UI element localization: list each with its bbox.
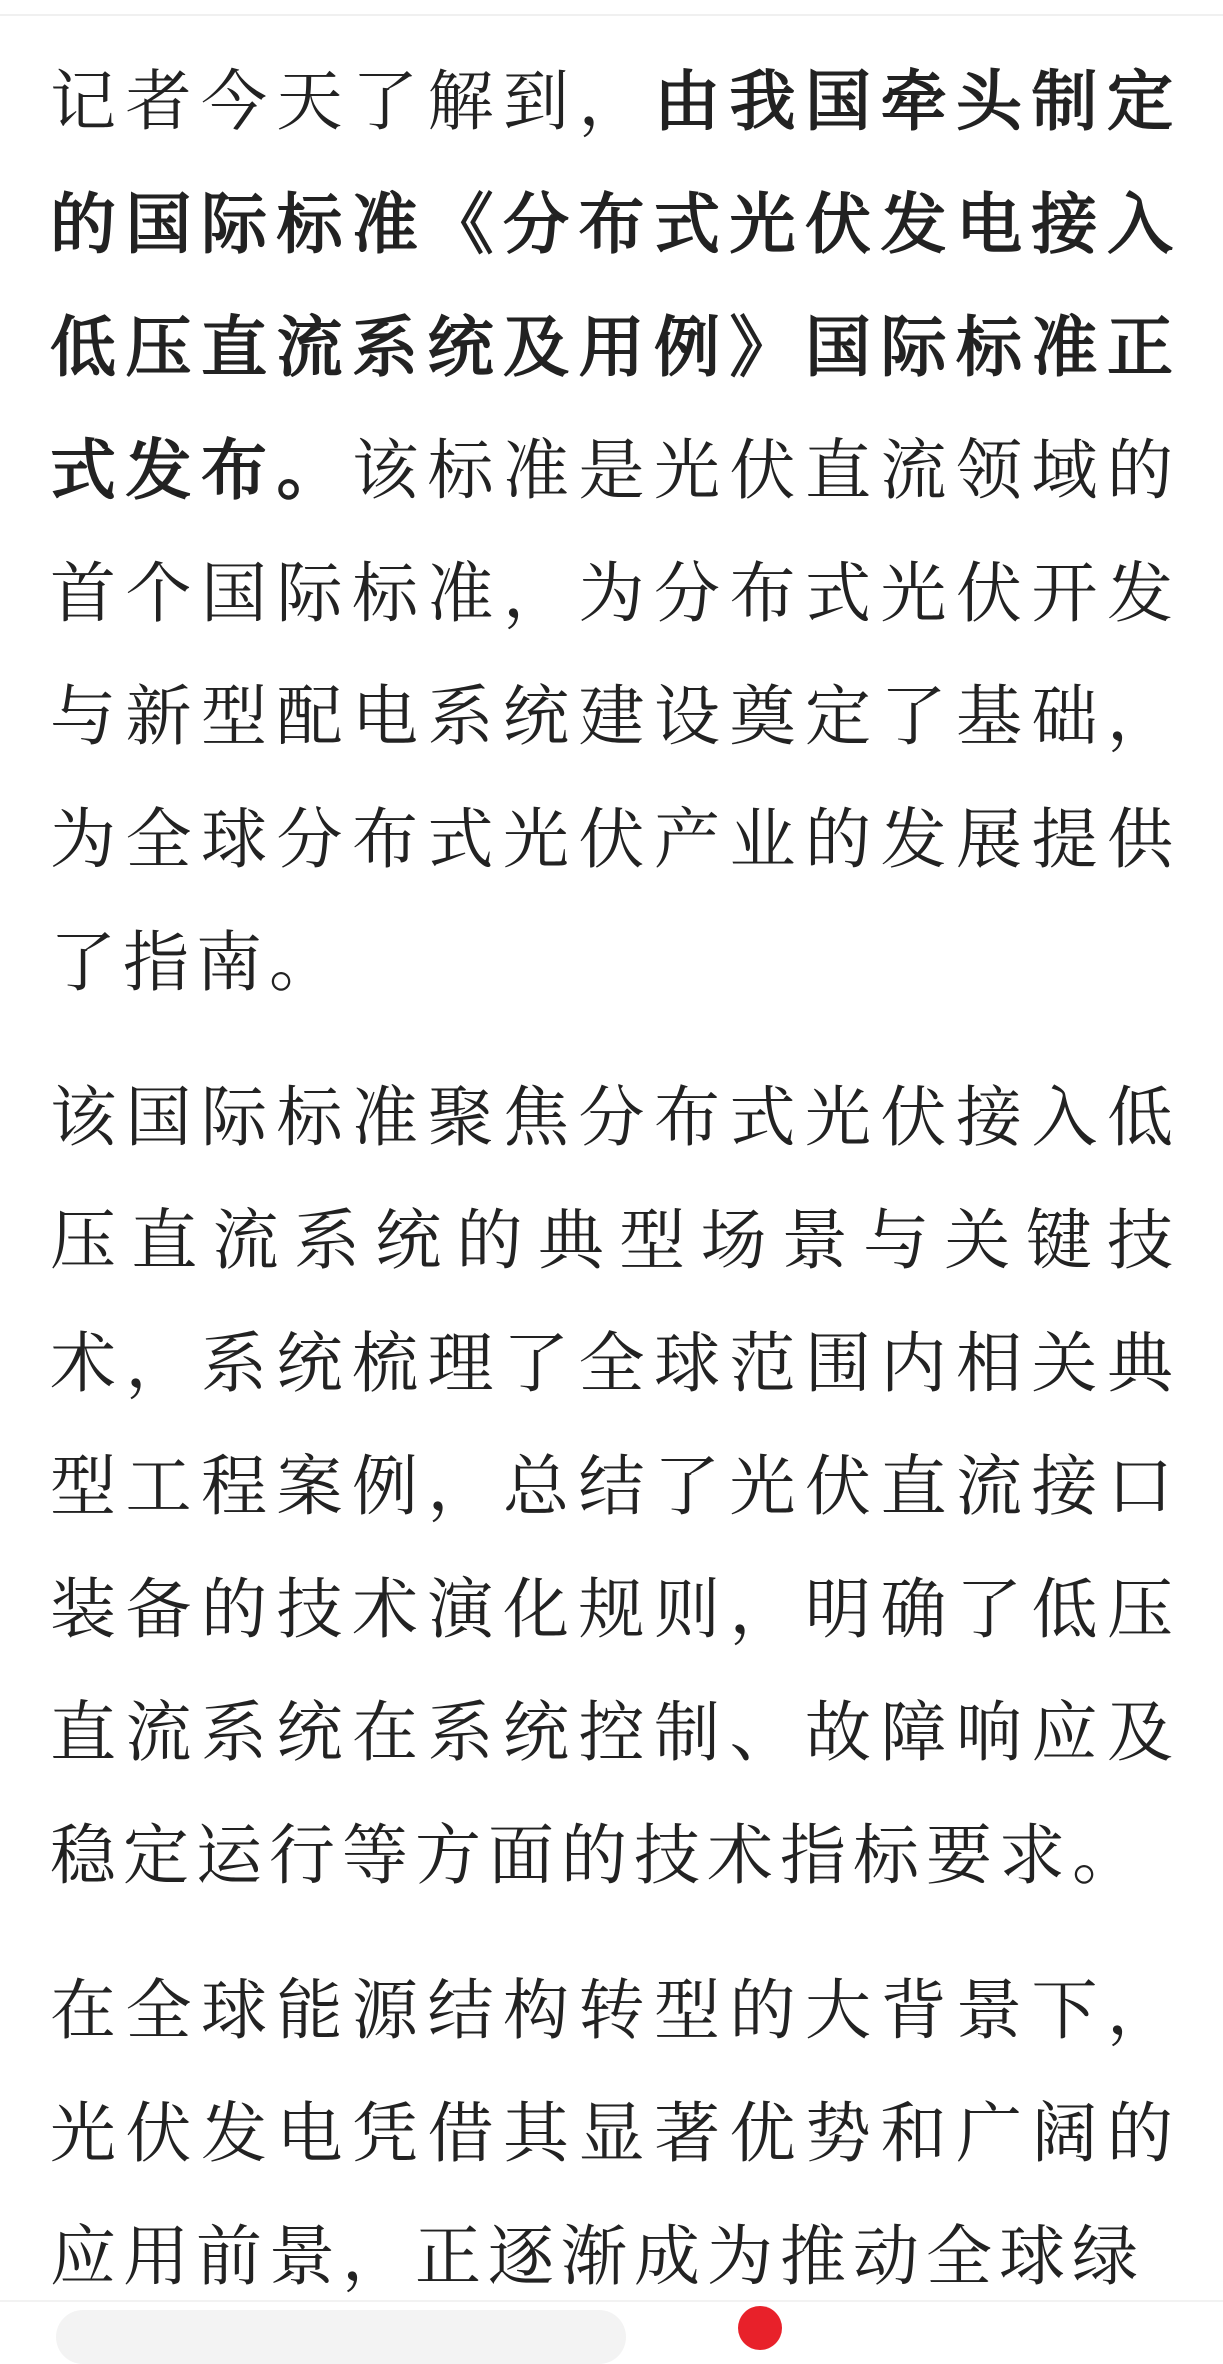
bottom-comment-bar [0, 2300, 1223, 2338]
paragraph-1-lead: 记者今天了解到， [50, 63, 654, 140]
paragraph-1-body: 该标准是光伏直流领域的首个国际标准，为分布式光伏开发与新型配电系统建设奠定了基础，为全球分布式光伏产业的发展提供了指南。 [50, 432, 1180, 1001]
paragraph-1-bold-headline: 由我国牵头制定的国际标准《分布式光伏发电接入低压直流系统及用例》国际标准正式发布。 [50, 63, 1180, 509]
notification-badge-icon[interactable] [738, 2306, 782, 2350]
comment-input-pill[interactable] [56, 2310, 626, 2364]
paragraph-3-body: 在全球能源结构转型的大背景下，光伏发电凭借其显著优势和广阔的应用前景，正逐渐成为推动全球绿 [50, 1972, 1180, 2295]
article-paragraph-2 [50, 1056, 1180, 1917]
top-divider [0, 0, 1223, 16]
article-paragraph-3 [50, 1949, 1180, 2300]
article-paragraph-1 [50, 40, 1180, 1024]
article-body [50, 40, 1180, 2300]
paragraph-2-body: 该国际标准聚焦分布式光伏接入低压直流系统的典型场景与关键技术，系统梳理了全球范围内相关典型工程案例，总结了光伏直流接口装备的技术演化规则，明确了低压直流系统在系统控制、故障响应及稳定运行等方面的技术指标要求。 [50, 1079, 1180, 1894]
